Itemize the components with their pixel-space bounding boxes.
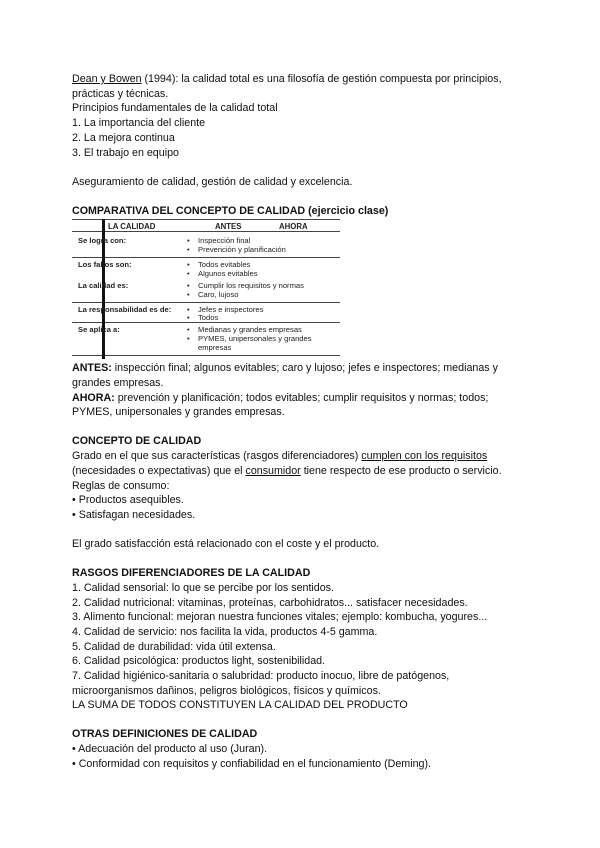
otras-title: OTRAS DEFINICIONES DE CALIDAD bbox=[72, 728, 258, 740]
table-rule bbox=[72, 219, 340, 220]
assurance-line: Aseguramiento de calidad, gestión de calidad y excelencia. bbox=[72, 176, 353, 188]
list-item: 7. Calidad higiénico-sanitaria o salubridad: producto inocuo, libre de patógenos, bbox=[72, 670, 450, 682]
list-item: 1. Calidad sensorial: lo que se percibe por los sentidos. bbox=[72, 582, 334, 594]
list-item: microorganismos dañinos, peligros biológicos, físicos y químicos. bbox=[72, 685, 381, 697]
table-cell: • Todos bbox=[198, 313, 218, 322]
ahora-line-2: PYMES, unipersonales y grandes empresas. bbox=[72, 406, 285, 418]
concepto-line-1: Grado en el que sus características (rasgos diferenciadores) cumplen con los requisitos bbox=[72, 450, 488, 462]
principle-item: 2. La mejora continua bbox=[72, 132, 175, 144]
concepto-title: CONCEPTO DE CALIDAD bbox=[72, 435, 202, 447]
requisitos-link: cumplen con los requisitos bbox=[361, 450, 488, 462]
antes-line: ANTES: inspección final; algunos evitables; caro y lujoso; jefes e inspectores; medianas y bbox=[72, 362, 498, 374]
authors-link: Dean y Bowen bbox=[72, 73, 142, 85]
list-item: • Conformidad con requisitos y confiabilidad en el funcionamiento (Deming). bbox=[72, 758, 431, 770]
comparison-table bbox=[72, 219, 340, 355]
table-row-label: Se logra con: bbox=[78, 236, 127, 245]
table-rule bbox=[72, 257, 340, 258]
comparativa-title: COMPARATIVA DEL CONCEPTO DE CALIDAD (ejercicio clase) bbox=[72, 205, 389, 217]
table-row-label: La calidad es: bbox=[78, 281, 129, 290]
list-item: 6. Calidad psicológica: productos light, sostenibilidad. bbox=[72, 655, 326, 667]
list-item: 4. Calidad de servicio: nos facilita la vida, productos 4-5 gamma. bbox=[72, 626, 378, 638]
principles-title: Principios fundamentales de la calidad total bbox=[72, 102, 278, 114]
list-item: 3. Alimento funcional: mejoran nuestra funciones vitales; ejemplo: kombucha, yogures... bbox=[72, 611, 488, 623]
table-cell: • Cumplir los requisitos y normas bbox=[198, 281, 304, 290]
concepto-line-2: (necesidades o expectativas) que el consumidor tiene respecto de ese producto o servicio. bbox=[72, 465, 502, 477]
table-cell: • PYMES, unipersonales y grandes bbox=[198, 334, 312, 343]
summary-line: LA SUMA DE TODOS CONSTITUYEN LA CALIDAD DEL PRODUCTO bbox=[72, 699, 408, 711]
table-cell: • Todos evitables bbox=[198, 260, 250, 269]
principle-item: 1. La importancia del cliente bbox=[72, 117, 206, 129]
table-header: LA CALIDAD bbox=[108, 222, 156, 231]
grado-line: El grado satisfacción está relacionado con el coste y el producto. bbox=[72, 538, 380, 550]
table-cell: • Medianas y grandes empresas bbox=[198, 325, 302, 334]
antes-line-2: grandes empresas. bbox=[72, 377, 164, 389]
principle-item: 3. El trabajo en equipo bbox=[72, 147, 179, 159]
list-item: • Satisfagan necesidades. bbox=[72, 509, 196, 521]
table-cell: empresas bbox=[198, 343, 232, 352]
intro-line-2: prácticas y técnicas. bbox=[72, 88, 169, 100]
table-header: AHORA bbox=[279, 222, 308, 231]
table-rule bbox=[72, 355, 340, 356]
antes-label: ANTES: bbox=[72, 362, 112, 374]
list-item: 2. Calidad nutricional: vitaminas, proteínas, carbohidratos... satisfacer necesidades. bbox=[72, 597, 468, 609]
table-rule bbox=[72, 322, 340, 323]
ahora-line: AHORA: prevención y planificación; todos evitables; cumplir requisitos y normas; todos; bbox=[72, 392, 489, 404]
table-cell: • Algunos evitables bbox=[198, 269, 258, 278]
table-cell: • Jefes e inspectores bbox=[198, 305, 263, 314]
table-cell: • Inspección final bbox=[198, 236, 250, 245]
reglas-line: Reglas de consumo: bbox=[72, 480, 170, 492]
table-cell: • Prevención y planificación bbox=[198, 245, 286, 254]
list-item: • Adecuación del producto al uso (Juran). bbox=[72, 743, 268, 755]
rasgos-title: RASGOS DIFERENCIADORES DE LA CALIDAD bbox=[72, 567, 311, 579]
intro-line-1: Dean y Bowen (1994): la calidad total es una filosofía de gestión compuesta por principios, bbox=[72, 73, 502, 85]
table-row-label: Se aplica a: bbox=[78, 325, 120, 334]
table-header: ANTES bbox=[215, 222, 242, 231]
table-row-label: Los fallos son: bbox=[78, 260, 132, 269]
list-item: • Productos asequibles. bbox=[72, 494, 184, 506]
list-item: 5. Calidad de durabilidad: vida útil extensa. bbox=[72, 641, 276, 653]
consumidor-link: consumidor bbox=[245, 465, 301, 477]
ahora-label: AHORA: bbox=[72, 392, 115, 404]
table-rule bbox=[72, 231, 340, 232]
table-cell: • Caro, lujoso bbox=[198, 290, 239, 299]
table-row-label: La responsabilidad es de: bbox=[78, 305, 172, 314]
table-rule bbox=[72, 302, 340, 303]
